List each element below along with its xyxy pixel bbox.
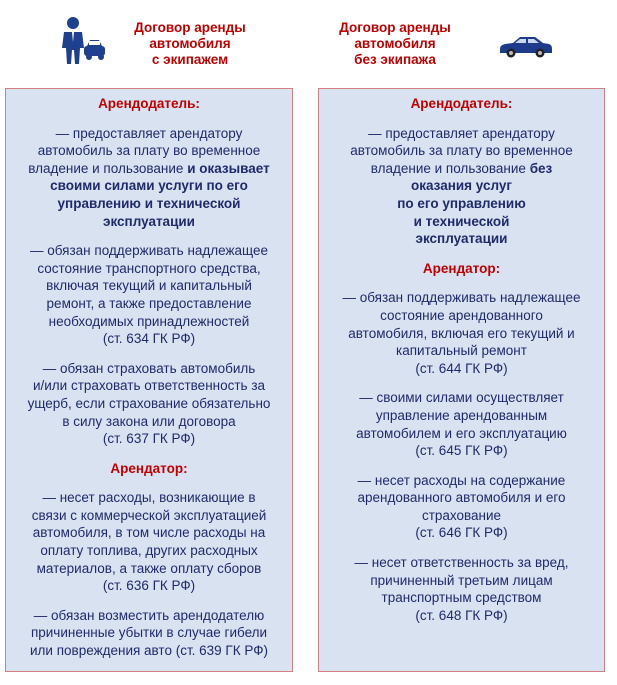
right-panel xyxy=(318,88,605,672)
left-lessee-heading: Арендатор: xyxy=(110,460,188,476)
right-lessee-item: — своими силами осуществляет управление арендованным автомобилем и его эксплуатацию (ст. 645 ГК РФ) xyxy=(356,390,567,459)
blue-car-icon xyxy=(497,34,553,60)
left-lessor-item: — обязан страховать автомобиль и/или страховать ответственность за ущерб, если страхование обязательно в силу закона или договора (ст. 637 ГК РФ) xyxy=(27,360,271,447)
person-with-car-icon xyxy=(58,14,106,66)
left-panel xyxy=(5,88,293,672)
left-header-title: Договор аренды автомобиля с экипажем xyxy=(134,20,246,67)
right-lessor-item: — предоставляет арендатору автомобиль за плату во временное владение и пользование без оказания услуг по его управлению и технической эксплуатации xyxy=(350,125,573,247)
right-lessee-heading: Арендатор: xyxy=(422,260,501,276)
right-lessor-heading: Арендодатель: xyxy=(410,96,513,111)
right-lessee-item: — обязан поддерживать надлежащее состояние арендованного автомобиля, включая его текущий и капитальный ремонт (ст. 644 ГК РФ) xyxy=(342,290,581,376)
right-lessee-item: — несет ответственность за вред, причиненный третьим лицам транспортным средством (ст. 648 ГК РФ) xyxy=(354,555,569,623)
right-header-title: Договор аренды автомобиля без экипажа xyxy=(339,20,451,67)
right-lessee-item: — несет расходы на содержание арендованного автомобиля и его страхование (ст. 646 ГК РФ) xyxy=(357,472,566,541)
left-lessor-item: — предоставляет арендатору автомобиль за плату во временное владение и пользование и оказывает своими силами услуги по его управлению и технической эксплуатации xyxy=(28,125,270,229)
left-lessor-item: — обязан поддерживать надлежащее состояние транспортного средства, включая текущий и капитальный ремонт, а также предоставление необходимых принадлежностей (ст. 634 ГК РФ) xyxy=(29,243,269,347)
left-lessee-item: — обязан возместить арендодателю причиненные убытки в случае гибели или повреждения авто (ст. 639 ГК РФ) xyxy=(30,607,268,659)
left-lessee-item: — несет расходы, возникающие в связи с коммерческой эксплуатацией автомобиля, в том числе расходы на оплату топлива, других расходных материалов, а также оплату сборов (ст. 636 ГК РФ) xyxy=(31,490,267,594)
left-lessor-heading: Арендодатель: xyxy=(98,96,200,111)
